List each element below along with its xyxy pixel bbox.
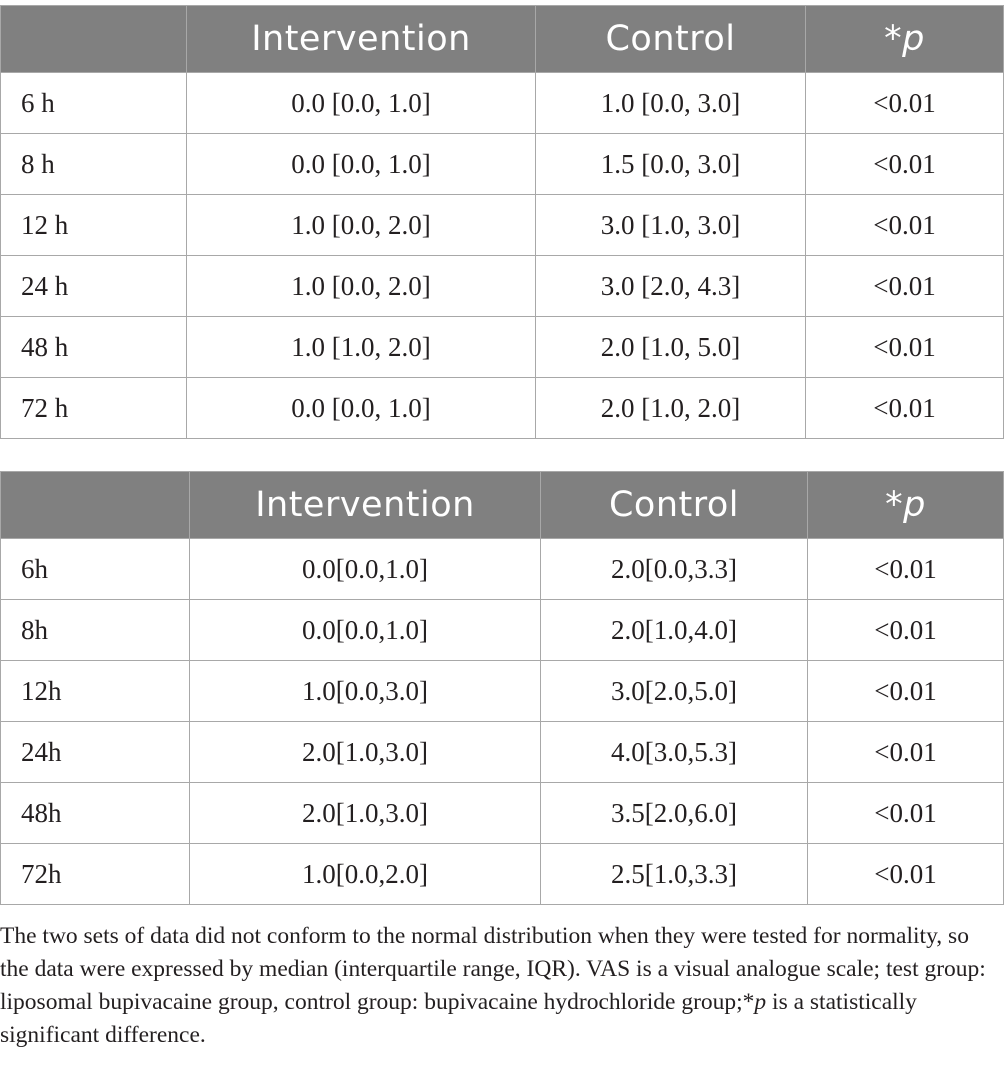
control-cell: 4.0[3.0,5.3] (541, 722, 808, 783)
time-cell: 12 h (1, 195, 187, 256)
intervention-cell: 1.0 [1.0, 2.0] (187, 317, 536, 378)
time-cell: 72h (1, 844, 190, 905)
p-value-cell: <0.01 (808, 600, 1004, 661)
time-cell: 8h (1, 600, 190, 661)
table-row (1, 73, 1004, 134)
table-row (1, 317, 1004, 378)
intervention-cell: 0.0 [0.0, 1.0] (187, 73, 536, 134)
table-2 (0, 471, 1004, 905)
table-body (1, 539, 1004, 905)
intervention-cell: 1.0[0.0,3.0] (190, 661, 541, 722)
header-p-value (806, 6, 1004, 73)
control-cell: 3.0 [2.0, 4.3] (536, 256, 806, 317)
table-footnote (0, 920, 1000, 1052)
p-value-cell: <0.01 (808, 661, 1004, 722)
header-p-asterisk: * (885, 485, 904, 525)
table-header-row (1, 472, 1004, 539)
table-row (1, 378, 1004, 439)
intervention-cell: 0.0 [0.0, 1.0] (187, 378, 536, 439)
control-cell: 3.0 [1.0, 3.0] (536, 195, 806, 256)
p-value-cell: <0.01 (806, 134, 1004, 195)
header-intervention: Intervention (190, 472, 541, 539)
intervention-cell: 0.0[0.0,1.0] (190, 539, 541, 600)
control-cell: 2.0 [1.0, 2.0] (536, 378, 806, 439)
time-cell: 24h (1, 722, 190, 783)
time-cell: 12h (1, 661, 190, 722)
intervention-cell: 1.0 [0.0, 2.0] (187, 195, 536, 256)
table-row (1, 134, 1004, 195)
p-value-cell: <0.01 (808, 722, 1004, 783)
p-value-cell: <0.01 (806, 256, 1004, 317)
table-header-row (1, 6, 1004, 73)
time-cell: 72 h (1, 378, 187, 439)
table-row (1, 539, 1004, 600)
header-empty-cell (1, 6, 187, 73)
time-cell: 48h (1, 783, 190, 844)
p-value-cell: <0.01 (806, 195, 1004, 256)
control-cell: 2.5[1.0,3.3] (541, 844, 808, 905)
table-row (1, 722, 1004, 783)
intervention-cell: 0.0[0.0,1.0] (190, 600, 541, 661)
control-cell: 2.0[1.0,4.0] (541, 600, 808, 661)
table-row (1, 661, 1004, 722)
control-cell: 1.5 [0.0, 3.0] (536, 134, 806, 195)
header-intervention: Intervention (187, 6, 536, 73)
time-cell: 6 h (1, 73, 187, 134)
intervention-cell: 2.0[1.0,3.0] (190, 783, 541, 844)
intervention-cell: 1.0[0.0,2.0] (190, 844, 541, 905)
time-cell: 6h (1, 539, 190, 600)
footnote-text: The two sets of data did not conform to the normal distribution when they were tested for normality, so the data were expressed by median (interquartile range, IQR). VAS is a visual analogue scale; test group: liposomal bupivacaine group, control group: bupivacaine hydrochloride group;* (0, 923, 986, 1015)
control-cell: 2.0 [1.0, 5.0] (536, 317, 806, 378)
time-cell: 24 h (1, 256, 187, 317)
table-row (1, 195, 1004, 256)
header-p-value (808, 472, 1004, 539)
control-cell: 1.0 [0.0, 3.0] (536, 73, 806, 134)
table-row (1, 844, 1004, 905)
time-cell: 8 h (1, 134, 187, 195)
footnote-p-letter: p (754, 989, 767, 1015)
table-row (1, 256, 1004, 317)
time-cell: 48 h (1, 317, 187, 378)
p-value-cell: <0.01 (806, 73, 1004, 134)
header-p-letter: p (903, 485, 926, 525)
p-value-cell: <0.01 (808, 539, 1004, 600)
control-cell: 3.0[2.0,5.0] (541, 661, 808, 722)
header-control: Control (536, 6, 806, 73)
footnote-text-end: is a statistically significant difference. (0, 989, 917, 1048)
intervention-cell: 2.0[1.0,3.0] (190, 722, 541, 783)
intervention-cell: 0.0 [0.0, 1.0] (187, 134, 536, 195)
control-cell: 2.0[0.0,3.3] (541, 539, 808, 600)
header-p-letter: p (902, 19, 925, 59)
header-empty-cell (1, 472, 190, 539)
header-control: Control (541, 472, 808, 539)
p-value-cell: <0.01 (808, 783, 1004, 844)
p-value-cell: <0.01 (806, 378, 1004, 439)
table-1 (0, 5, 1004, 439)
table-row (1, 600, 1004, 661)
p-value-cell: <0.01 (806, 317, 1004, 378)
header-p-asterisk: * (884, 19, 903, 59)
table-row (1, 783, 1004, 844)
control-cell: 3.5[2.0,6.0] (541, 783, 808, 844)
intervention-cell: 1.0 [0.0, 2.0] (187, 256, 536, 317)
p-value-cell: <0.01 (808, 844, 1004, 905)
table-body (1, 73, 1004, 439)
